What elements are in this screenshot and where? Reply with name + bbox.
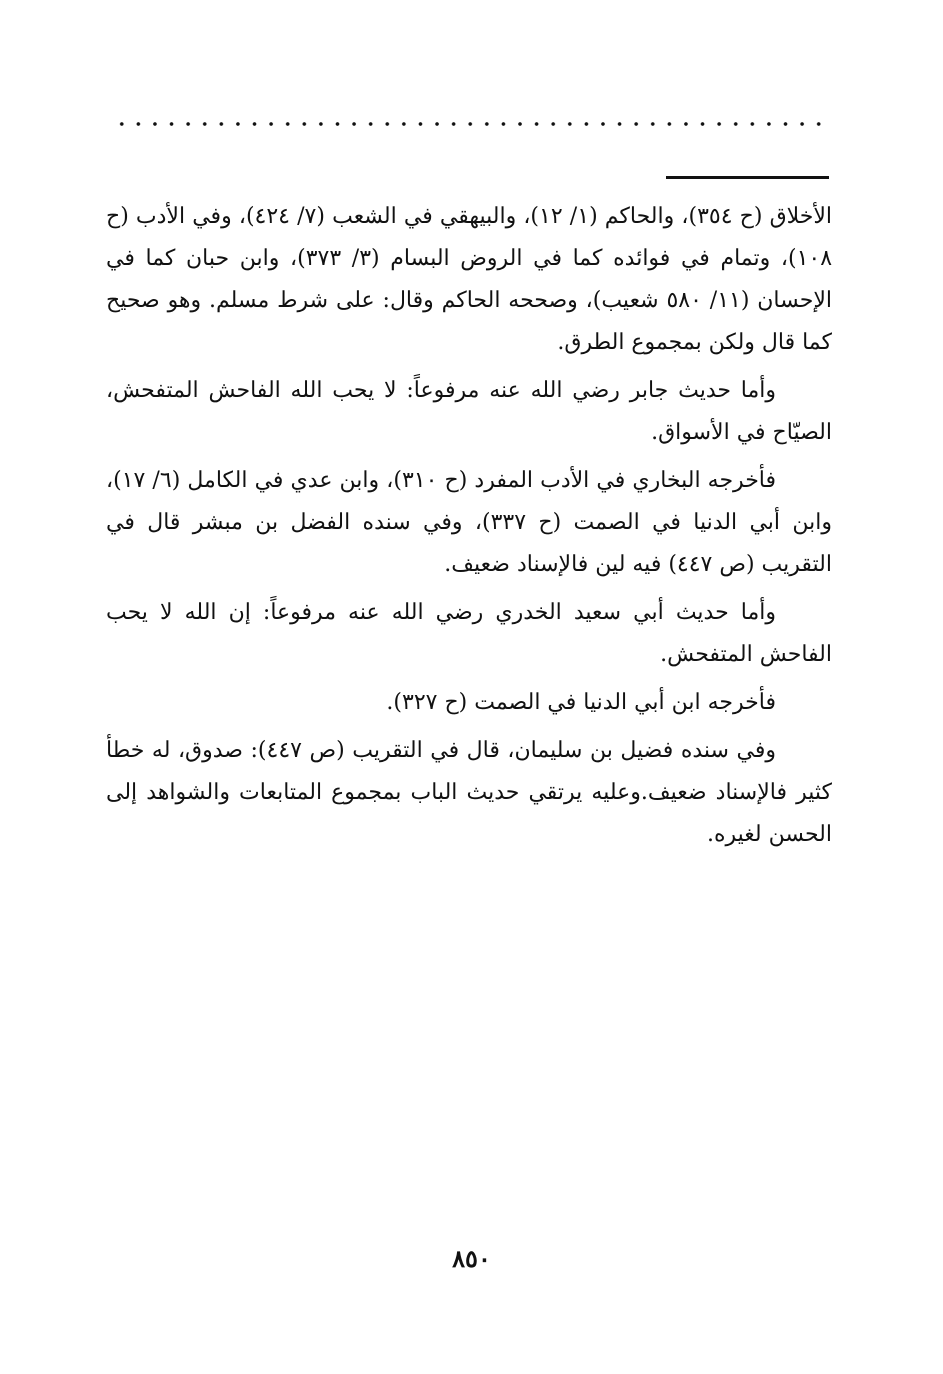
paragraph-3: فأخرجه البخاري في الأدب المفرد (ح ٣١٠)، وابن عدي في الكامل (٦/ ١٧)، وابن أبي الدنيا في الصمت (ح ٣٣٧)، وفي سنده الفضل بن مبشر قال في التقريب (ص ٤٤٧) فيه لين فالإسناد ضعيف.	[106, 468, 832, 577]
paragraph-2: وأما حديث جابر رضي الله عنه مرفوعاً: لا يحب الله الفاحش المتفحش، الصيّاح في الأسواق.	[106, 378, 832, 445]
paragraph-1: الأخلاق (ح ٣٥٤)، والحاكم (١/ ١٢)، والبيهقي في الشعب (٧/ ٤٢٤)، وفي الأدب (ح ١٠٨)، وتمام في فوائده كما في الروض البسام (٣/ ٣٧٣)، وابن حبان كما في الإحسان (١١/ ٥٨٠ شعيب)، وصححه الحاكم وقال: على شرط مسلم. وهو صحيح كما قال ولكن بمجموع الطرق.	[106, 204, 833, 355]
footnote-body	[106, 196, 832, 862]
paragraph-6: وفي سنده فضيل بن سليمان، قال في التقريب (ص ٤٤٧): صدوق، له خطأ كثير فالإسناد ضعيف.وعليه يرتقي حديث الباب بمجموع المتابعات والشواهد إلى الحسن لغيره.	[106, 738, 832, 847]
page-number: ٨٥٠	[452, 1244, 491, 1273]
paragraph-5: فأخرجه ابن أبي الدنيا في الصمت (ح ٣٢٧).	[386, 690, 776, 715]
paragraph-4: وأما حديث أبي سعيد الخدري رضي الله عنه مرفوعاً: إن الله لا يحب الفاحش المتفحش.	[106, 600, 832, 667]
dotted-separator	[112, 118, 827, 130]
footnote-rule	[666, 176, 829, 179]
